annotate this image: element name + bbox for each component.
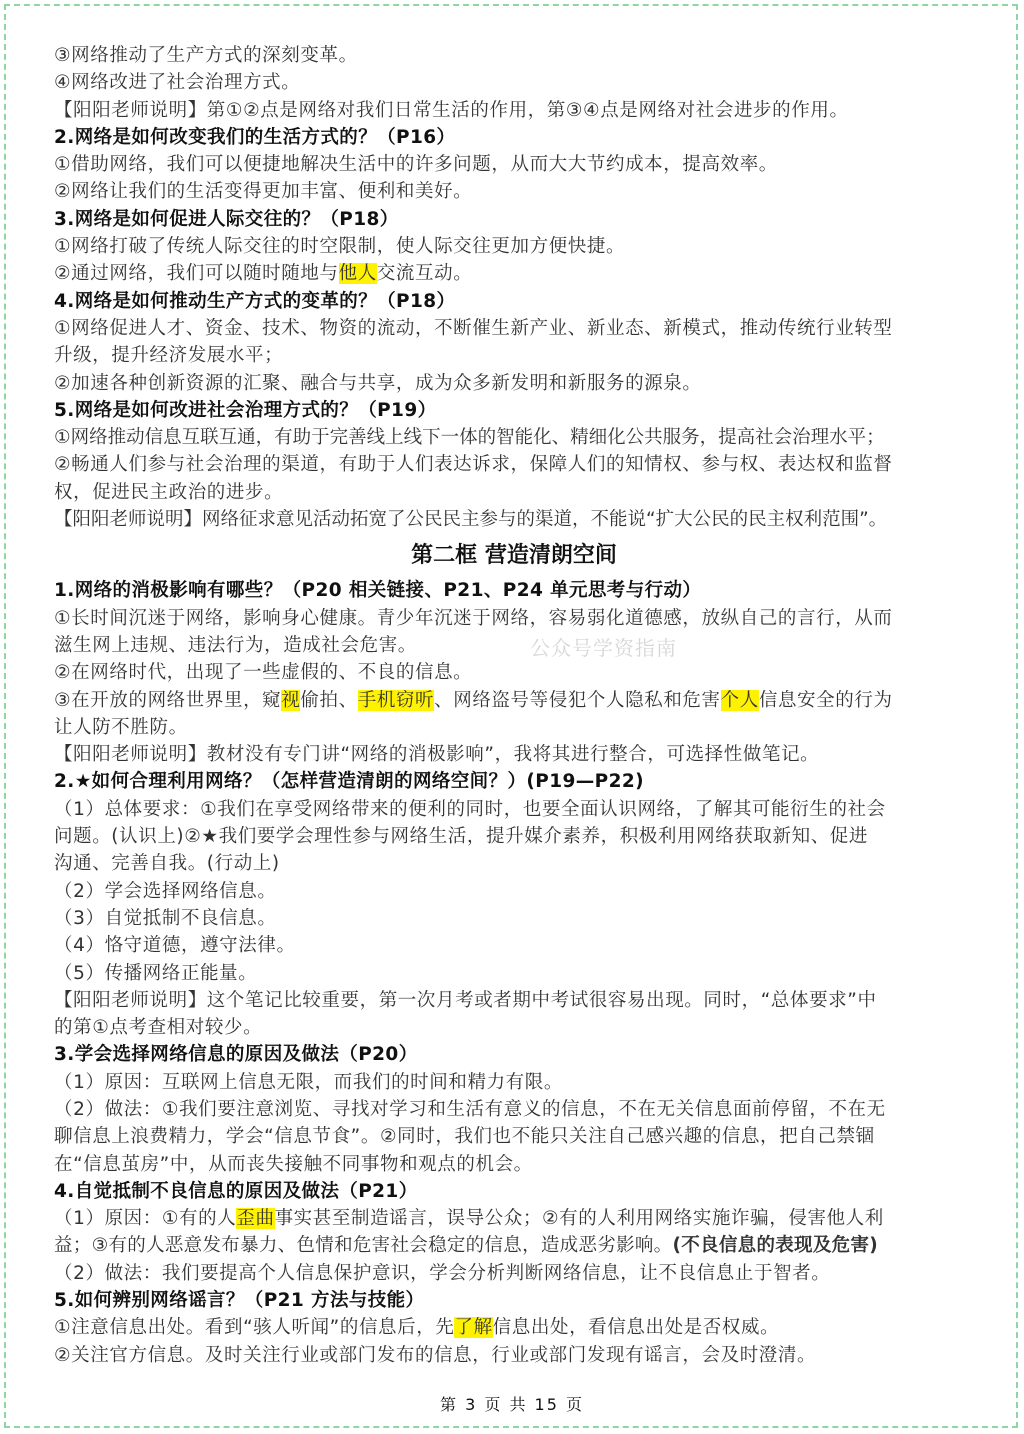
text-line: 升级，提升经济发展水平；: [54, 345, 284, 367]
page-footer: 第 3 页 共 15 页: [440, 1395, 584, 1414]
text-line: 权，促进民主政治的进步。: [54, 481, 284, 503]
text-line: ①借助网络，我们可以便捷地解决生活中的许多问题，从而大大节约成本，提高效率。: [54, 154, 778, 176]
question-heading: 4.网络是如何推动生产方式的变革的？（P18）: [54, 290, 456, 312]
question-heading: 2.网络是如何改变我们的生活方式的？（P16）: [54, 126, 456, 148]
question-heading: 2.★如何合理利用网络？（怎样营造清朗的网络空间？）(P19—P22): [54, 771, 645, 793]
text-line: 让人防不胜防。: [54, 716, 188, 738]
text-line: （5）传播网络正能量。: [54, 962, 258, 984]
highlight: 手机窃听: [357, 689, 435, 711]
question-heading: 5.如何辨别网络谣言？（P21 方法与技能）: [54, 1290, 425, 1312]
text-line: 沟通、完善自我。(行动上): [54, 853, 280, 875]
question-heading: 4.自觉抵制不良信息的原因及做法（P21）: [54, 1180, 418, 1202]
text-line: ①注意信息出处。看到“骇人听闻”的信息后，先了解信息出处，看信息出处是否权威。: [54, 1317, 780, 1339]
highlight: 了解: [454, 1317, 493, 1339]
text-line: ③网络推动了生产方式的深刻变革。: [54, 45, 358, 66]
teacher-note: 【阳阳老师说明】教材没有专门讲“网络的消极影响”，我将其进行整合，可选择性做笔记。: [54, 744, 820, 766]
text-line: （1）总体要求：①我们在享受网络带来的便利的同时，也要全面认识网络，了解其可能衍生的社会: [54, 798, 886, 820]
highlight: 歪曲: [236, 1208, 275, 1230]
text-line: ①网络推动信息互联互通，有助于完善线上线下一体的智能化、精细化公共服务，提高社会治理水平；: [54, 427, 885, 449]
question-heading: 1.网络的消极影响有哪些？（P20 相关链接、P21、P24 单元思考与行动）: [54, 580, 702, 602]
text-line: ③在开放的网络世界里，窥视偷拍、手机窃听、网络盗号等侵犯个人隐私和危害个人信息安全的行为: [54, 689, 893, 711]
text-line: ②在网络时代，出现了一些虚假的、不良的信息。: [54, 662, 473, 684]
text-line: （4）恪守道德，遵守法律。: [54, 935, 296, 957]
text-line: ②畅通人们参与社会治理的渠道，有助于人们表达诉求，保障人们的知情权、参与权、表达权和监督: [54, 454, 893, 476]
text-line: ④网络改进了社会治理方式。: [54, 72, 301, 94]
teacher-note: 【阳阳老师说明】这个笔记比较重要，第一次月考或者期中考试很容易出现。同时，“总体要求”中: [54, 989, 877, 1011]
document-body: [54, 42, 974, 1369]
text-line: 的第①点考查相对较少。: [54, 1017, 263, 1039]
text-line: 滋生网上违规、违法行为，造成社会危害。: [54, 634, 417, 656]
text-line: ②网络让我们的生活变得更加丰富、便利和美好。: [54, 181, 473, 203]
watermark: 公众号学资指南: [530, 636, 677, 660]
text-line: ①长时间沉迷于网络，影响身心健康。青少年沉迷于网络，容易弱化道德感，放纵自己的言行，从而: [54, 607, 893, 629]
text-line: （1）原因：互联网上信息无限，而我们的时间和精力有限。: [54, 1071, 563, 1093]
highlight: 个人: [720, 689, 759, 711]
question-heading: 5.网络是如何改进社会治理方式的？（P19）: [54, 399, 437, 421]
text-line: ②关注官方信息。及时关注行业或部门发布的信息，行业或部门发现有谣言，会及时澄清。: [54, 1344, 817, 1366]
text-line: 在“信息茧房”中，从而丧失接触不同事物和观点的机会。: [54, 1153, 533, 1175]
teacher-note: 【阳阳老师说明】第①②点是网络对我们日常生活的作用，第③④点是网络对社会进步的作用。: [54, 99, 849, 121]
section-title: 第二框 营造清朗空间: [411, 543, 617, 569]
teacher-note: 【阳阳老师说明】网络征求意见活动拓宽了公民民主参与的渠道，不能说“扩大公民的民主权利范围”。: [54, 509, 888, 531]
text-line: （1）原因：①有的人歪曲事实甚至制造谣言，误导公众；②有的人利用网络实施诈骗，侵害他人利: [54, 1208, 884, 1230]
highlight: 他人: [338, 263, 377, 285]
text-line: 聊信息上浪费精力，学会“信息节食”。②同时，我们也不能只关注自己感兴趣的信息，把自己禁锢: [54, 1126, 875, 1148]
text-line: ②加速各种创新资源的汇聚、融合与共享，成为众多新发明和新服务的源泉。: [54, 372, 702, 394]
question-heading: 3.网络是如何促进人际交往的？（P18）: [54, 208, 399, 230]
text-line: 问题。(认识上)②★我们要学会理性参与网络生活，提升媒介素养，积极利用网络获取新知、促进: [54, 826, 869, 848]
text-line: （2）做法：我们要提高个人信息保护意识，学会分析判断网络信息，让不良信息止于智者。: [54, 1262, 831, 1284]
text-line: （3）自觉抵制不良信息。: [54, 907, 277, 929]
text-line: 益；③有的人恶意发布暴力、色情和危害社会稳定的信息，造成恶劣影响。(不良信息的表现及危害): [54, 1235, 879, 1257]
text-line: ①网络打破了传统人际交往的时空限制，使人际交往更加方便快捷。: [54, 236, 626, 258]
text-line: ②通过网络，我们可以随时随地与他人交流互动。: [54, 263, 473, 285]
text-line: （2）学会选择网络信息。: [54, 880, 277, 902]
highlight: 视: [281, 689, 301, 711]
text-line: ①网络促进人才、资金、技术、物资的流动，不断催生新产业、新业态、新模式，推动传统行业转型: [54, 317, 893, 339]
text-line: （2）做法：①我们要注意浏览、寻找对学习和生活有意义的信息，不在无关信息面前停留，不在无: [54, 1098, 886, 1120]
question-heading: 3.学会选择网络信息的原因及做法（P20）: [54, 1044, 418, 1066]
bold-annotation: (不良信息的表现及危害): [672, 1235, 879, 1257]
